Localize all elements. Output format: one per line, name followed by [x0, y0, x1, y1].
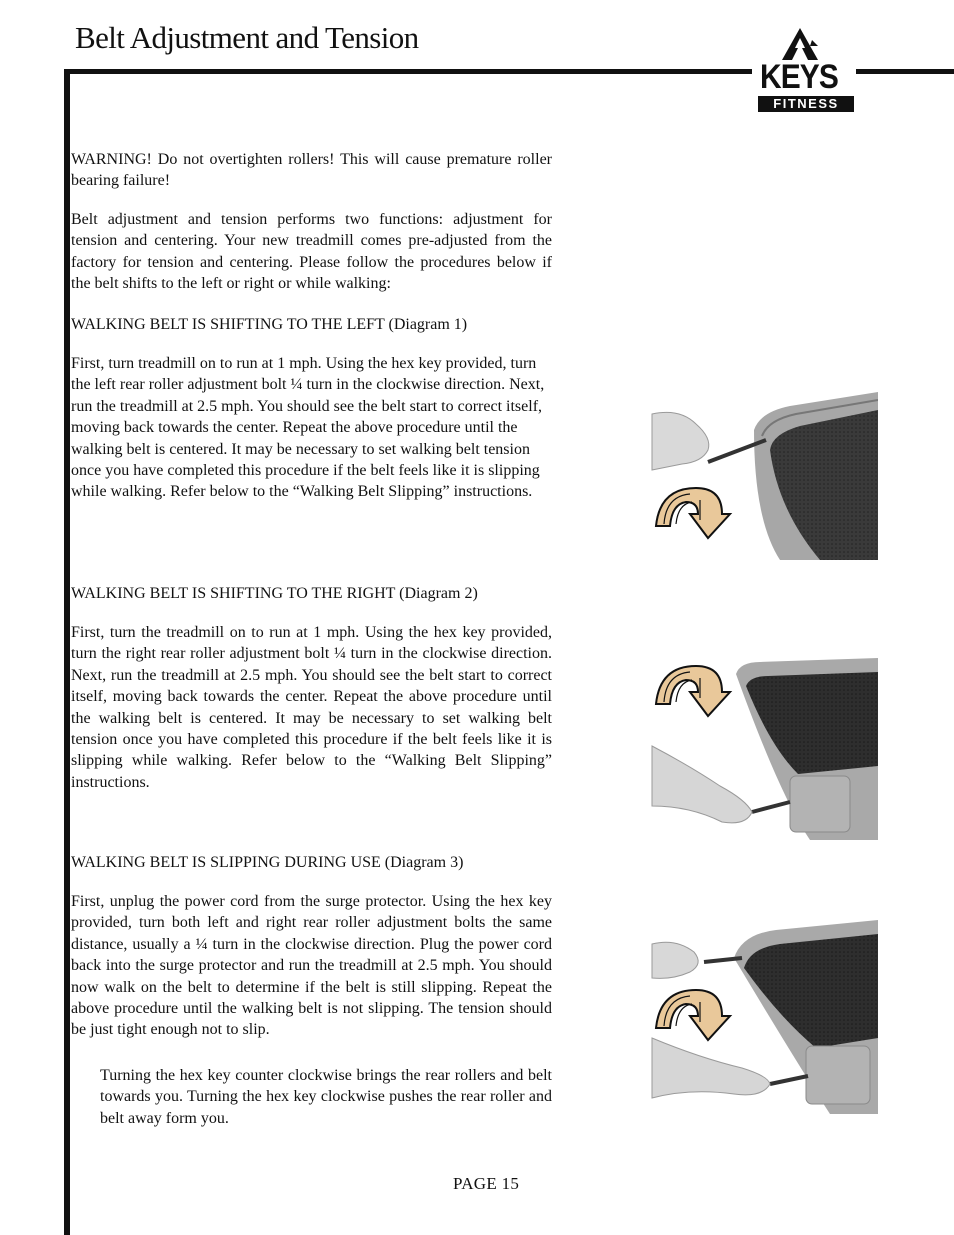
logo-word: KEYS	[760, 58, 838, 96]
left-margin-rule	[64, 69, 70, 1235]
section-slipping-heading: WALKING BELT IS SLIPPING DURING USE (Diagram 3)	[71, 854, 464, 871]
section-left-heading: WALKING BELT IS SHIFTING TO THE LEFT (Diagram 1)	[71, 316, 468, 333]
diagram-2	[650, 656, 878, 840]
clockwise-arrow-icon	[656, 666, 730, 716]
section-right-body: First, turn the treadmill on to run at 1 mph. Using the hex key provided, turn the right rear roller adjustment bolt ¼ turn in the clockwise direction. Next, run the treadmill at 2.5 mph. You should see the belt start to correct itself, moving back towards the center. Repeat the above procedure until the walking belt is centered. It may be necessary to set walking belt tension once you have completed this procedure if the belt feels like it is slipping while walking. Refer below to the “Walking Belt Slipping” instructions.	[71, 624, 552, 791]
clockwise-arrow-icon	[656, 488, 730, 538]
page-title: Belt Adjustment and Tension	[75, 20, 419, 55]
page-number: PAGE 15	[453, 1174, 520, 1193]
section-right-heading: WALKING BELT IS SHIFTING TO THE RIGHT (Diagram 2)	[71, 585, 478, 602]
warning-text: WARNING! Do not overtighten rollers! This will cause premature roller bearing failure!	[71, 151, 552, 190]
diagram-1	[650, 390, 878, 560]
section-slipping-body: First, unplug the power cord from the surge protector. Using the hex key provided, turn both left and right rear roller adjustment bolts the same distance, usually a ¼ turn in the clockwise direction. Plug the power cord back into the surge protector and run the treadmill at 2.5 mph. You should now walk on the belt to determine if the belt is still slipping. Repeat the above procedure until the walking belt is not slipping. The tension should be just tight enough not to slip.	[71, 893, 552, 1039]
intro-paragraph: Belt adjustment and tension performs two functions: adjustment for tension and centering. Your new treadmill comes pre-adjusted from the factory for tension and centering. Please follow the procedures below if the belt shifts to the left or right or while walking:	[71, 211, 552, 293]
section-left-body: First, turn treadmill on to run at 1 mph. Using the hex key provided, turn the left rear roller adjustment bolt ¼ turn in the clockwise direction. Next, run the treadmill at 2.5 mph. You should see the belt start to correct itself, moving back towards the center. Repeat the above procedure until the walking belt is centered. It may be necessary to set walking belt tension once you have completed this procedure if the belt feels like it is slipping while walking. Refer below to the “Walking Belt Slipping” instructions.	[71, 355, 545, 501]
keys-fitness-logo	[752, 22, 856, 118]
note-paragraph: Turning the hex key counter clockwise brings the rear rollers and belt towards you. Turning the hex key clockwise pushes the rear roller and belt away form you.	[100, 1067, 552, 1127]
clockwise-arrow-icon	[656, 990, 730, 1040]
logo-subword: FITNESS	[758, 96, 854, 112]
diagram-3	[650, 918, 878, 1114]
